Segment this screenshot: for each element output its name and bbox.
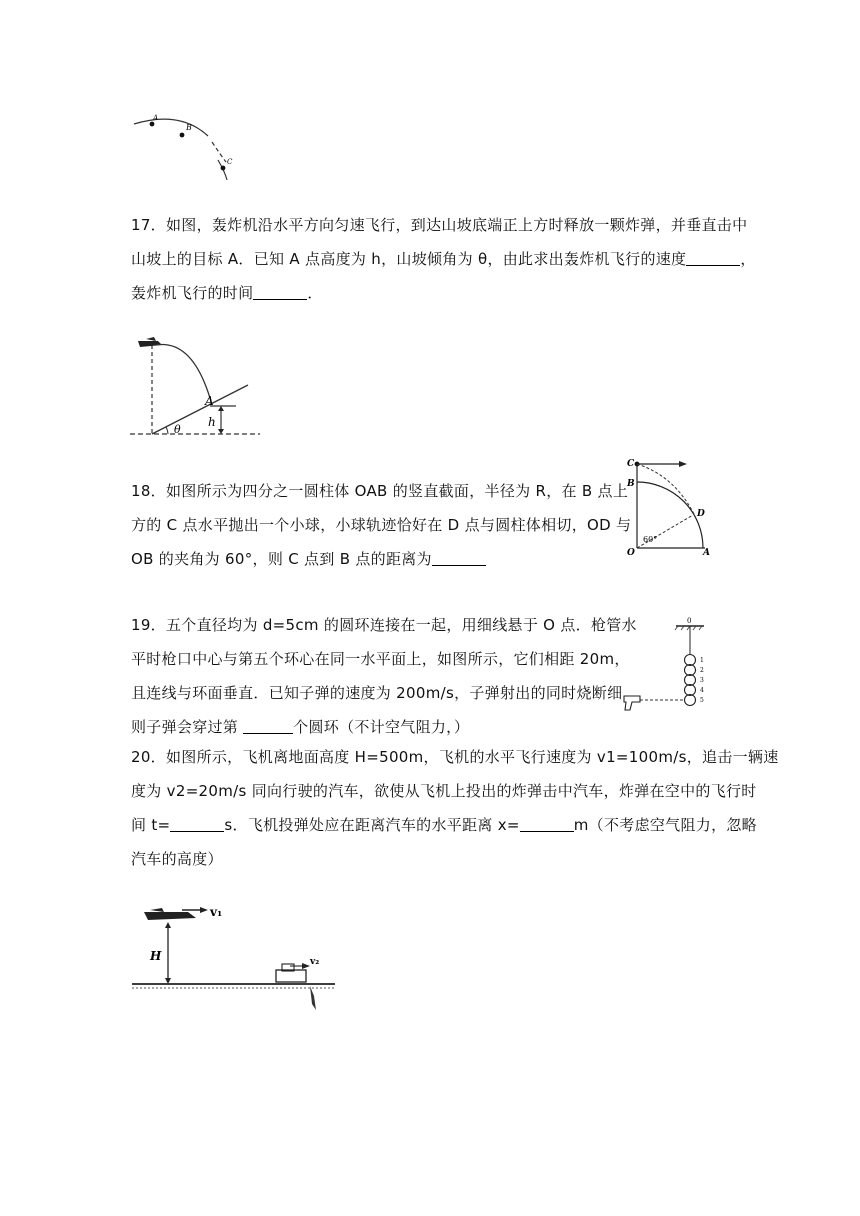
height-h-label: h (208, 415, 216, 429)
q17-line-1: 17．如图，轰炸机沿水平方向匀速飞行，到达山坡底端正上方时释放一颗炸弹，并垂直击中 (131, 216, 748, 234)
q20-line-3: 间 t= s．飞机投弹处应在距离汽车的水平距离 x= m（不考虑空气阻力，忽略 (131, 816, 757, 834)
angle-theta-label: θ (174, 423, 181, 436)
q18-line-2: 方的 C 点水平抛出一个小球，小球轨迹恰好在 D 点与圆柱体相切，OD 与 (131, 516, 632, 534)
q20-line-2: 度为 v2=20m/s 同向行驶的汽车，欲使从飞机上投出的炸弹击中汽车，炸弹在空中的飞行时 (131, 782, 757, 800)
q20-distance-blank[interactable] (520, 815, 574, 832)
q20-time-blank[interactable] (170, 815, 224, 832)
angle-label: 60° (643, 535, 658, 544)
ring-1-label: 1 (700, 657, 704, 664)
trajectory-points-figure (130, 110, 250, 190)
q19-ring-blank[interactable] (243, 717, 293, 734)
q17-speed-blank[interactable] (686, 249, 740, 266)
q20-line-4: 汽车的高度） (131, 850, 223, 868)
point-d-label: D (697, 509, 705, 519)
q17-line-3: 轰炸机飞行的时间 ． (131, 284, 323, 302)
ring-2-label: 2 (700, 667, 704, 674)
point-b-label: B (627, 479, 635, 489)
q19-line-2: 平时枪口中心与第五个环心在同一水平面上，如图所示，它们相距 20m， (131, 650, 630, 668)
q18-distance-blank[interactable] (432, 549, 486, 566)
q17-time-blank[interactable] (253, 283, 307, 300)
velocity-v2-label: v₂ (310, 957, 320, 967)
ring-5-label: 5 (700, 697, 704, 704)
plane-car-figure (130, 900, 340, 1015)
question-18 (131, 474, 631, 576)
bomber-slope-figure (128, 333, 268, 443)
point-o-label: O (627, 548, 635, 558)
q19-line-3: 且连线与环面垂直．已知子弹的速度为 200m/s，子弹射出的同时烧断细 (131, 684, 623, 702)
q18-line-1: 18．如图所示为四分之一圆柱体 OAB 的竖直截面，半径为 R，在 B 点上 (131, 482, 629, 500)
velocity-v1-label: v₁ (210, 905, 223, 919)
question-17 (131, 208, 756, 310)
question-20 (131, 740, 779, 876)
quarter-cylinder-figure (625, 458, 715, 558)
point-a-label: A (205, 394, 214, 408)
q17-line-2: 山坡上的目标 A．已知 A 点高度为 h，山坡倾角为 θ，由此求出轰炸机飞行的速度 ， (131, 250, 756, 268)
q19-line-4: 则子弹会穿过第 个圆环（不计空气阻力，） (131, 718, 470, 736)
point-a-label: A (153, 114, 159, 122)
height-h-label: H (150, 949, 162, 963)
q20-line-1: 20．如图所示，飞机离地面高度 H=500m，飞机的水平飞行速度为 v1=100m/s，追击一辆速 (131, 748, 779, 766)
ring-4-label: 4 (700, 687, 704, 694)
q19-line-1: 19．五个直径均为 d=5cm 的圆环连接在一起，用细线悬于 O 点．枪管水 (131, 616, 637, 634)
point-a-label: A (703, 548, 710, 558)
point-c-label: C (627, 459, 635, 469)
point-b-label: B (186, 123, 192, 132)
ring-3-label: 3 (700, 677, 704, 684)
rings-gun-figure (620, 618, 720, 718)
point-c-label: C (227, 158, 233, 166)
question-19 (131, 608, 637, 744)
q18-line-3: OB 的夹角为 60°，则 C 点到 B 点的距离为 (131, 542, 631, 576)
point-o-label: 0 (687, 617, 692, 625)
